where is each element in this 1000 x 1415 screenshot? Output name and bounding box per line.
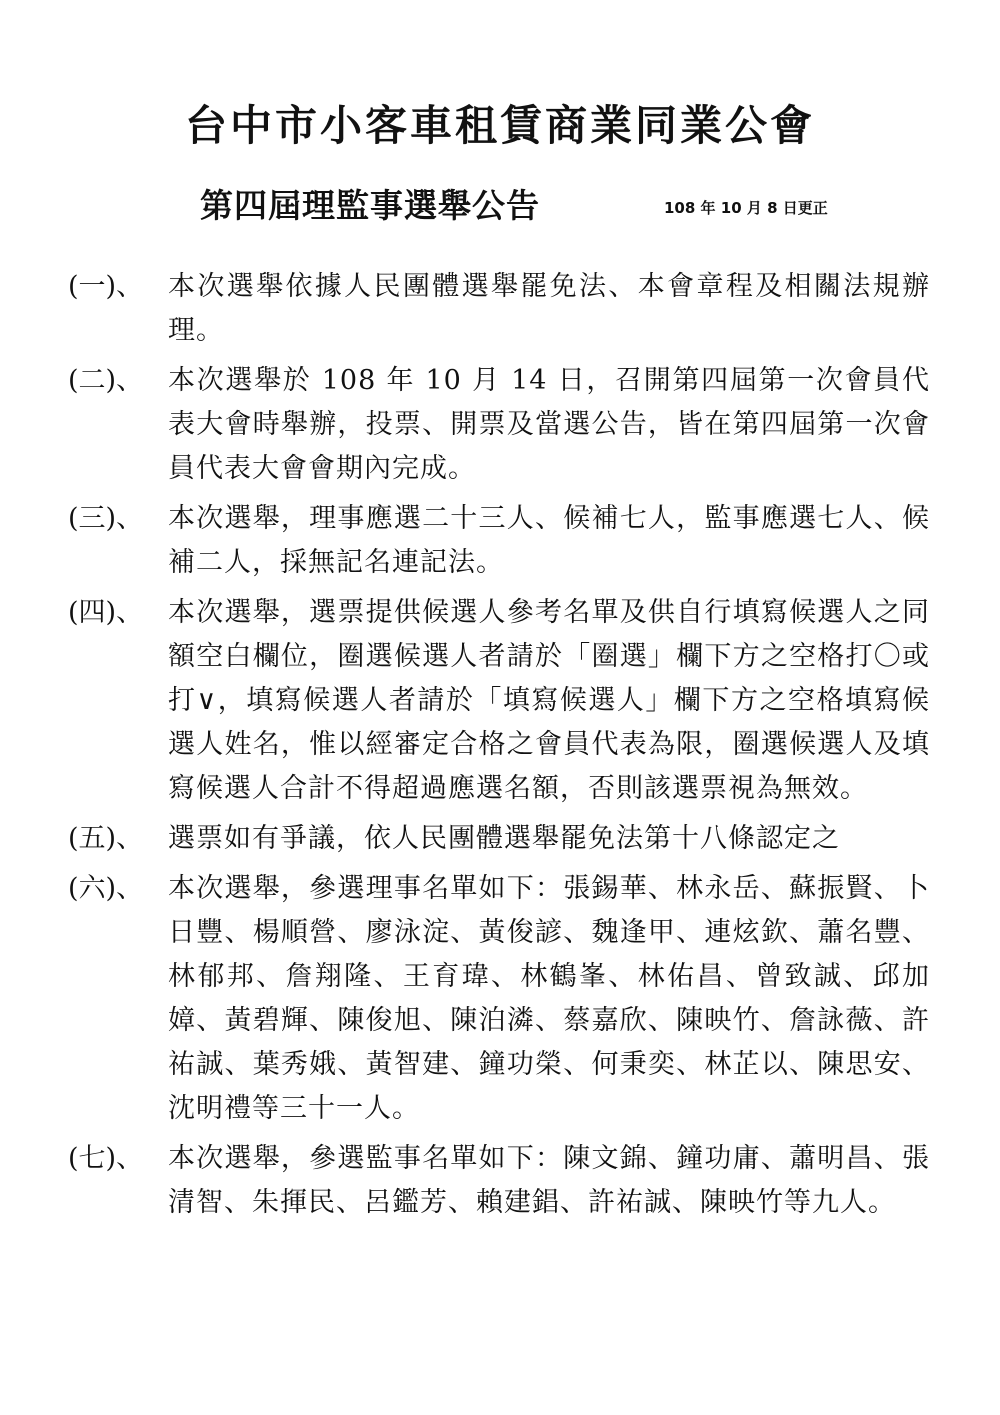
item-number: (四)、 [68,597,144,628]
corrected-date: 108 年 10 月 8 日更正 [664,199,828,217]
item-text: 本次選舉，理事應選二十三人、候補七人，監事應選七人、候補二人，採無記名連記法。 [168,503,930,578]
item-number: (五)、 [68,823,144,854]
announcement-item-6 [68,867,930,1131]
item-number: (一)、 [68,271,144,302]
announcement-item-4 [68,591,930,811]
announcement-item-2 [68,359,930,491]
announcement-item-7 [68,1137,930,1225]
announcement-item-3 [68,497,930,585]
item-text: 選票如有爭議，依人民團體選舉罷免法第十八條認定之 [168,823,840,854]
item-text: 本次選舉依據人民團體選舉罷免法、本會章程及相關法規辦理。 [168,271,930,346]
item-text: 本次選舉，參選監事名單如下：陳文錦、鐘功庸、蕭明昌、張清智、朱揮民、呂鑑芳、賴建錩、許祐誠、陳映竹等九人。 [168,1143,930,1218]
announcement-item-1 [68,265,930,353]
item-text: 本次選舉於 108 年 10 月 14 日，召開第四屆第一次會員代表大會時舉辦，投票、開票及當選公告，皆在第四屆第一次會員代表大會會期內完成。 [168,365,930,484]
announcement-title: 第四屆理監事選舉公告 [200,186,540,225]
announcement-item-5 [68,817,930,861]
item-text: 本次選舉，選票提供候選人參考名單及供自行填寫候選人之同額空白欄位，圈選候選人者請於「圈選」欄下方之空格打〇或打∨，填寫候選人者請於「填寫候選人」欄下方之空格填寫候選人姓名，惟以經審定合格之會員代表為限，圈選候選人及填寫候選人合計不得超過應選名額，否則該選票視為無效。 [168,597,930,804]
item-text: 本次選舉，參選理事名單如下：張錫華、林永岳、蘇振賢、卜日豐、楊順營、廖泳淀、黃俊諺、魏逢甲、連炫欽、蕭名豐、林郁邦、詹翔隆、王育瑋、林鶴峯、林佑昌、曾致誠、邱加嫜、黃碧輝、陳俊旭、陳泊潾、蔡嘉欣、陳映竹、詹詠薇、許祐誠、葉秀娥、黃智建、鐘功榮、何秉奕、林芷以、陳思安、沈明禮等三十一人。 [168,873,930,1124]
item-number: (二)、 [68,365,144,396]
item-number: (七)、 [68,1143,144,1174]
item-number: (三)、 [68,503,144,534]
organization-title: 台中市小客車租賃商業同業公會 [184,101,815,150]
item-number: (六)、 [68,873,144,904]
subtitle-row [200,182,900,232]
announcement-items [68,265,930,1231]
